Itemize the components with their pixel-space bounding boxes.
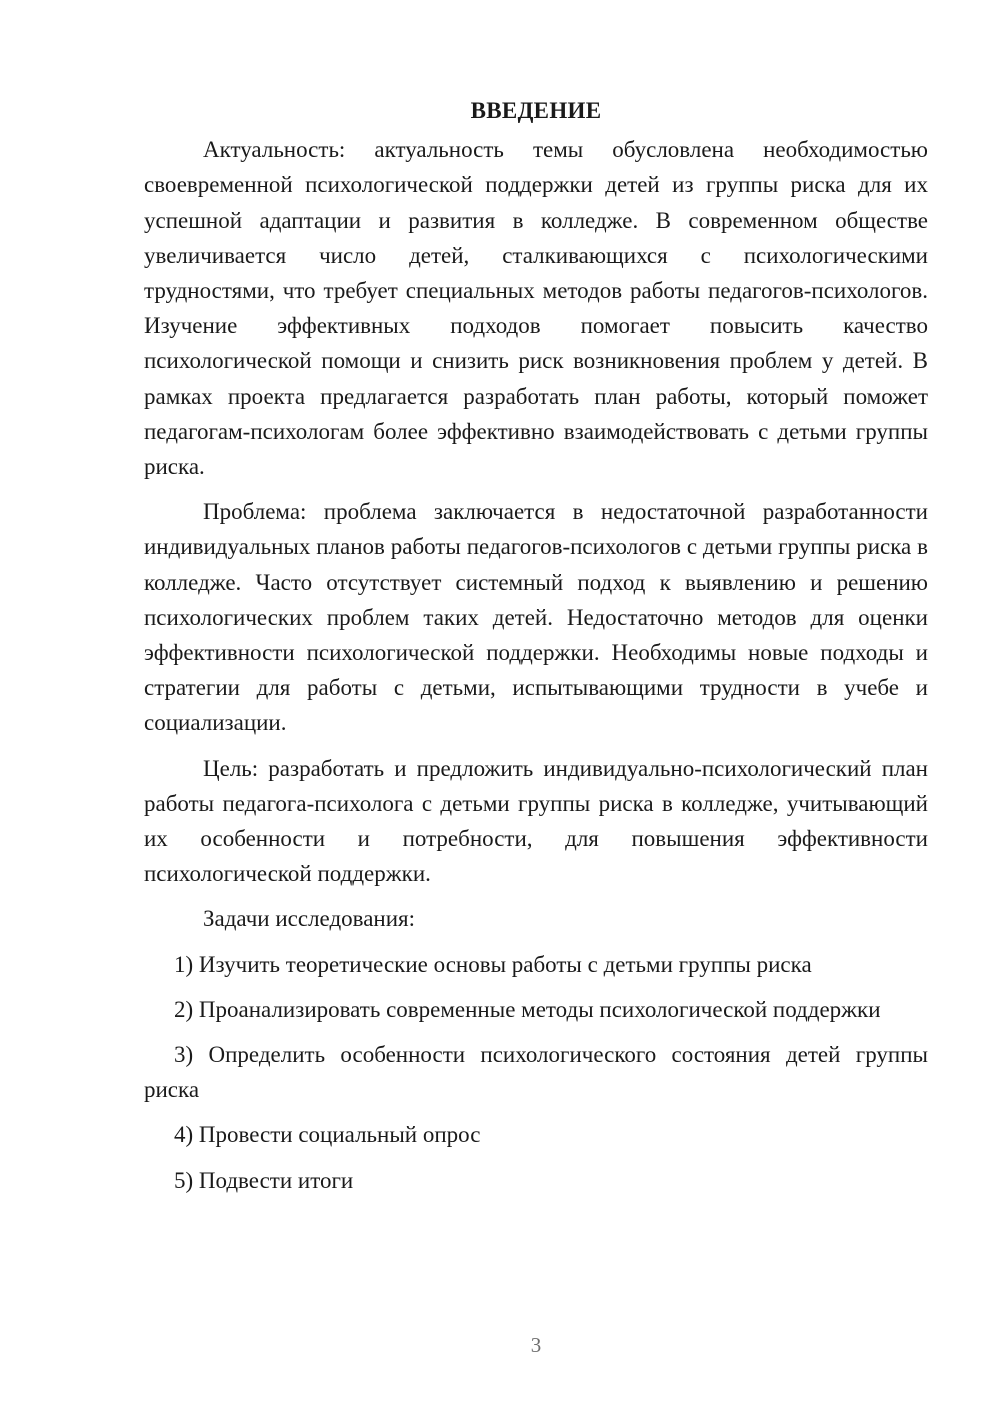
page-body [144, 93, 928, 1208]
page-number: 3 [530, 1333, 542, 1357]
task-item-2: 2) Проанализировать современные методы психологической поддержки [174, 996, 881, 1022]
tasks-heading: Задачи исследования: [203, 906, 416, 932]
page-title: ВВЕДЕНИЕ [470, 98, 602, 123]
task-item-1: 1) Изучить теоретические основы работы с детьми группы риска [174, 951, 812, 977]
task-item-3: 3) Определить особенности психологического состояния детей группы риска [144, 1042, 928, 1103]
task-item-5: 5) Подвести итоги [174, 1167, 354, 1193]
paragraph-goal: Цель: разработать и предложить индивидуально-психологический план работы педагога-психолога с детьми группы риска в колледже, учитывающий их особенности и потребности, для повышения эффективности психологической поддержки. [144, 755, 928, 887]
task-item-4: 4) Провести социальный опрос [174, 1122, 481, 1148]
paragraph-relevance: Актуальность: актуальность темы обусловлена необходимостью своевременной психологической поддержки детей из группы риска для их успешной адаптации и развития в колледже. В современном обществе увеличивается число детей, сталкивающихся с психологическими трудностями, что требует специальных методов работы педагогов-психологов. Изучение эффективных подходов помогает повысить качество психологической помощи и снизить риск возникновения проблем у детей. В рамках проекта предлагается разработать план работы, который поможет педагогам-психологам более эффективно взаимодействовать с детьми группы риска. [144, 137, 928, 480]
paragraph-problem: Проблема: проблема заключается в недостаточной разработанности индивидуальных планов работы педагогов-психологов с детьми группы риска в колледже. Часто отсутствует системный подход к выявлению и решению психологических проблем таких детей. Недостаточно методов для оценки эффективности психологической поддержки. Необходимы новые подходы и стратегии для работы с детьми, испытывающими трудности в учебе и социализации. [144, 499, 928, 736]
